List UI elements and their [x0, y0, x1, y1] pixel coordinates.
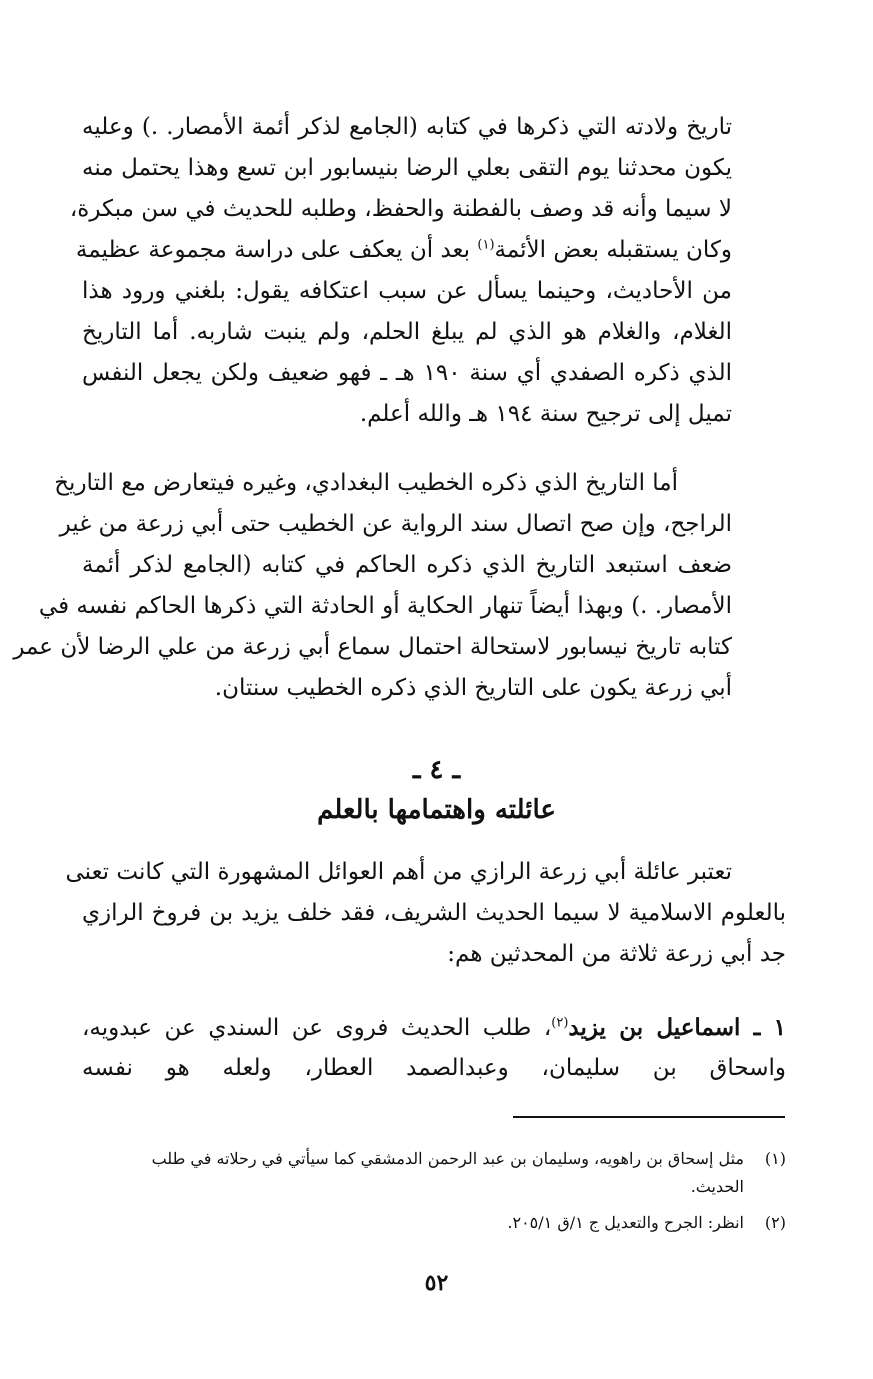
text-line: الأمصار. .) وبهذا أيضاً تنهار الحكاية أو الحادثة التي ذكرها الحاكم نفسه في [38, 593, 732, 619]
text-line: الراجح، وإن صح اتصال سند الرواية عن الخطيب حتى أبي زرعة من غير [59, 511, 732, 537]
text-line: بالعلوم الاسلامية لا سيما الحديث الشريف، فقد خلف يزيد بن فروخ الرازي [82, 900, 786, 926]
text-line: تعتبر عائلة أبي زرعة الرازي من أهم العوائل المشهورة التي كانت تعنى [65, 859, 732, 885]
list-item-ismail [82, 1007, 786, 1089]
paragraph-family [65, 852, 786, 975]
text-line: واسحاق بن سليمان، وعبدالصمد العطار، ولعله هو نفسه [82, 1055, 786, 1081]
text-line: يكون محدثنا يوم التقى بعلي الرضا بنيسابور ابن تسع وهذا يحتمل منه [82, 155, 732, 181]
text-line [82, 1007, 786, 1048]
text-line: أما التاريخ الذي ذكره الخطيب البغدادي، وغيره فيتعارض مع التاريخ [54, 470, 678, 496]
footnote-text: انظر: الجرح والتعديل ج ١/ق ٢٠٥/١. [507, 1213, 744, 1232]
text-line: كتابه تاريخ نيسابور لاستحالة احتمال سماع أبي زرعة من علي الرضا لأن عمر [13, 634, 732, 660]
footnote-text: مثل إسحاق بن راهويه، وسليمان بن عبد الرحمن الدمشقي كما سيأتي في رحلاته في طلب [151, 1149, 744, 1168]
page-number: ٥٢ [424, 1270, 449, 1296]
footnote-1 [90, 1145, 786, 1201]
footnote-ref-1: (١) [477, 237, 495, 253]
text-fragment: ، طلب الحديث فروى عن السندي عن عبدويه، [82, 1015, 552, 1041]
text-line: تاريخ ولادته التي ذكرها في كتابه (الجامع لذكر أئمة الأمصار. .) وعليه [82, 114, 732, 140]
text-fragment: بعد أن يعكف على دراسة مجموعة عظيمة [75, 237, 471, 263]
text-line: ضعف استبعد التاريخ الذي ذكره الحاكم في كتابه (الجامع لذكر أئمة [82, 552, 732, 578]
text-line: الذي ذكره الصفدي أي سنة ١٩٠ هـ ـ فهو ضعيف ولكن يجعل النفس [82, 360, 732, 386]
paragraph-birth-date [69, 107, 733, 435]
text-line-with-footnote [75, 230, 732, 271]
footnote-number: (١) [764, 1149, 786, 1168]
item-name: ١ ـ اسماعيل بن يزيد [568, 1014, 786, 1041]
footnote-ref-2: (٢) [551, 1015, 569, 1031]
section-title: عائلته واهتمامها بالعلم [317, 795, 556, 825]
footnote-2 [90, 1209, 786, 1237]
text-line: لا سيما وأنه قد وصف بالفطنة والحفظ، وطلبه للحديث في سن مبكرة، [69, 196, 732, 222]
text-line: تميل إلى ترجيح سنة ١٩٤ هـ والله أعلم. [359, 401, 732, 427]
text-line: أبي زرعة يكون على التاريخ الذي ذكره الخطيب سنتان. [214, 675, 732, 701]
footnote-number: (٢) [764, 1213, 786, 1232]
text-line: الغلام، والغلام هو الذي لم يبلغ الحلم، ولم ينبت شاربه. أما التاريخ [82, 319, 732, 345]
footnote-continuation: الحديث. [690, 1177, 744, 1196]
section-number: ـ ٤ ـ [412, 755, 461, 785]
text-fragment: وكان يستقبله بعض الأئمة [494, 237, 732, 263]
footnote-separator [513, 1116, 785, 1118]
paragraph-khatib-date [13, 463, 732, 709]
text-line: جد أبي زرعة ثلاثة من المحدثين هم: [447, 941, 786, 967]
text-line: من الأحاديث، وحينما يسأل عن سبب اعتكافه يقول: بلغني ورود هذا [82, 278, 733, 304]
